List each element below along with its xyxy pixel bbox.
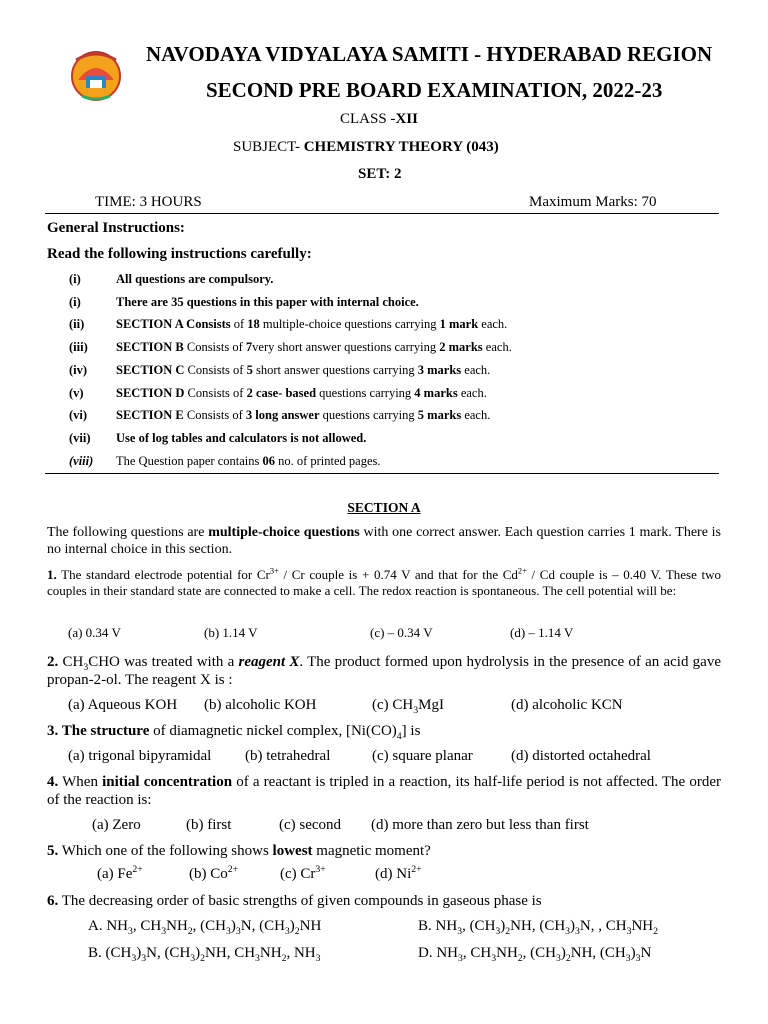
instruction-number: (v) — [69, 386, 84, 400]
instruction-text: SECTION D Consists of 2 case- based questions carrying 4 marks each. — [116, 386, 487, 400]
header-exam-title: SECOND PRE BOARD EXAMINATION, 2022-23 — [206, 78, 663, 102]
q2-option-a: (a) Aqueous KOH — [68, 697, 178, 713]
instructions-divider — [45, 473, 719, 474]
instruction-text: All questions are compulsory. — [116, 272, 274, 286]
instruction-number: (iii) — [69, 340, 88, 354]
instruction-text: SECTION B Consists of 7very short answer questions carrying 2 marks each. — [116, 340, 512, 354]
subject-line: SUBJECT- CHEMISTRY THEORY (043) — [233, 139, 499, 155]
q6-option-a: A. $NH_3$, $CH_3NH_2$, $(CH_3)_3N$, $(CH_3)_2NH$ — [88, 918, 322, 937]
instruction-number: (vi) — [69, 408, 88, 422]
instruction-text: Use of log tables and calculators is not allowed. — [116, 431, 367, 445]
q3-option-d: (d) distorted octahedral — [511, 748, 651, 764]
q5-option-b: (b) $Co^{2+}$ — [189, 864, 239, 882]
q4-option-a: (a) Zero — [92, 817, 141, 833]
q5-option-a: (a) $Fe^{2+}$ — [97, 864, 143, 882]
question-3: 3. The structure of diamagnetic nickel complex, $[Ni(CO)_4]$ is — [47, 723, 421, 742]
instruction-number: (iv) — [69, 363, 88, 377]
q3-option-b: (b) tetrahedral — [245, 748, 331, 764]
instruction-text: The Question paper contains 06 no. of printed pages. — [116, 454, 381, 468]
time-label: TIME: 3 HOURS — [95, 194, 202, 210]
navodaya-emblem-icon — [68, 46, 124, 102]
section-a-title: SECTION A — [347, 500, 421, 515]
q5-option-d: (d) $Ni^{2+}$ — [375, 864, 422, 882]
q1-option-c: (c) – 0.34 V — [370, 625, 433, 640]
q2-option-d: (d) alcoholic KCN — [511, 697, 623, 713]
q5-option-c: (c) $Cr^{3+}$ — [280, 864, 326, 882]
set-label: SET: 2 — [358, 166, 402, 182]
instruction-number: (i) — [69, 272, 81, 286]
q4-option-b: (b) first — [186, 817, 232, 833]
instruction-number: (ii) — [69, 317, 85, 331]
q4-option-d: (d) more than zero but less than first — [371, 817, 589, 833]
q2-option-c: (c) $CH_3MgI$ — [372, 697, 444, 716]
question-5: 5. Which one of the following shows lowest magnetic moment? — [47, 843, 431, 859]
q1-option-a: (a) 0.34 V — [68, 625, 121, 640]
header-divider — [45, 213, 719, 214]
general-instructions-heading: General Instructions: — [47, 220, 185, 236]
q1-option-d: (d) – 1.14 V — [510, 625, 574, 640]
instruction-text: SECTION C Consists of 5 short answer questions carrying 3 marks each. — [116, 363, 491, 377]
instruction-number: (vii) — [69, 431, 91, 445]
q6-option-d: D. $NH_3$, $CH_3NH_2$, $(CH_3)_2NH$, $(CH_3)_3N$ — [418, 945, 652, 964]
question-4: 4. When initial concentration of a reactant is tripled in a reaction, its half-life period is not affected. The order of the reaction is: — [47, 774, 722, 808]
instruction-text: SECTION A Consists of 18 multiple-choice questions carrying 1 mark each. — [116, 317, 508, 331]
read-instructions-heading: Read the following instructions carefully: — [47, 246, 312, 262]
q6-option-b: B. $NH_3$, $(CH_3)_2NH$, $(CH_3)_3N$, , $CH_3NH_2$ — [418, 918, 658, 937]
header-organization-title: NAVODAYA VIDYALAYA SAMITI - HYDERABAD REGION — [146, 42, 713, 66]
q4-option-c: (c) second — [279, 817, 342, 833]
q3-option-a: (a) trigonal bipyramidal — [68, 748, 212, 764]
instruction-text: There are 35 questions in this paper with internal choice. — [116, 295, 419, 309]
q6-option-c: B. $(CH_3)_3N$, $(CH_3)_2NH$, $CH_3NH_2$, $NH_3$ — [88, 945, 321, 964]
question-6: 6. The decreasing order of basic strengths of given compounds in gaseous phase is — [47, 893, 542, 909]
maximum-marks-label: Maximum Marks: 70 — [529, 194, 657, 210]
question-2: 2. $CH_3CHO$ was treated with a reagent X. The product formed upon hydrolysis in the presence of an acid gave propan-2-ol. The reagent X is : — [47, 654, 721, 688]
q1-option-b: (b) 1.14 V — [204, 625, 258, 640]
class-line: CLASS -XII — [340, 111, 418, 127]
instruction-number: (viii) — [69, 454, 94, 468]
section-a-intro: The following questions are multiple-choice questions with one correct answer. Each question carries 1 mark. There is no internal choice in this section. — [47, 525, 721, 557]
q3-option-c: (c) square planar — [372, 748, 473, 764]
q2-option-b: (b) alcoholic KOH — [204, 697, 317, 713]
instruction-text: SECTION E Consists of 3 long answer questions carrying 5 marks each. — [116, 408, 491, 422]
instruction-number: (i) — [69, 295, 81, 309]
question-1: 1. The standard electrode potential for $Cr^{3+}$ / Cr couple is + 0.74 V and that for the $Cd^{2+}$ / Cd couple is – 0.40 V. These two couples in their standard state are connected to make a cell. The redox reaction is spontaneous. The cell potential will be: — [47, 565, 722, 598]
